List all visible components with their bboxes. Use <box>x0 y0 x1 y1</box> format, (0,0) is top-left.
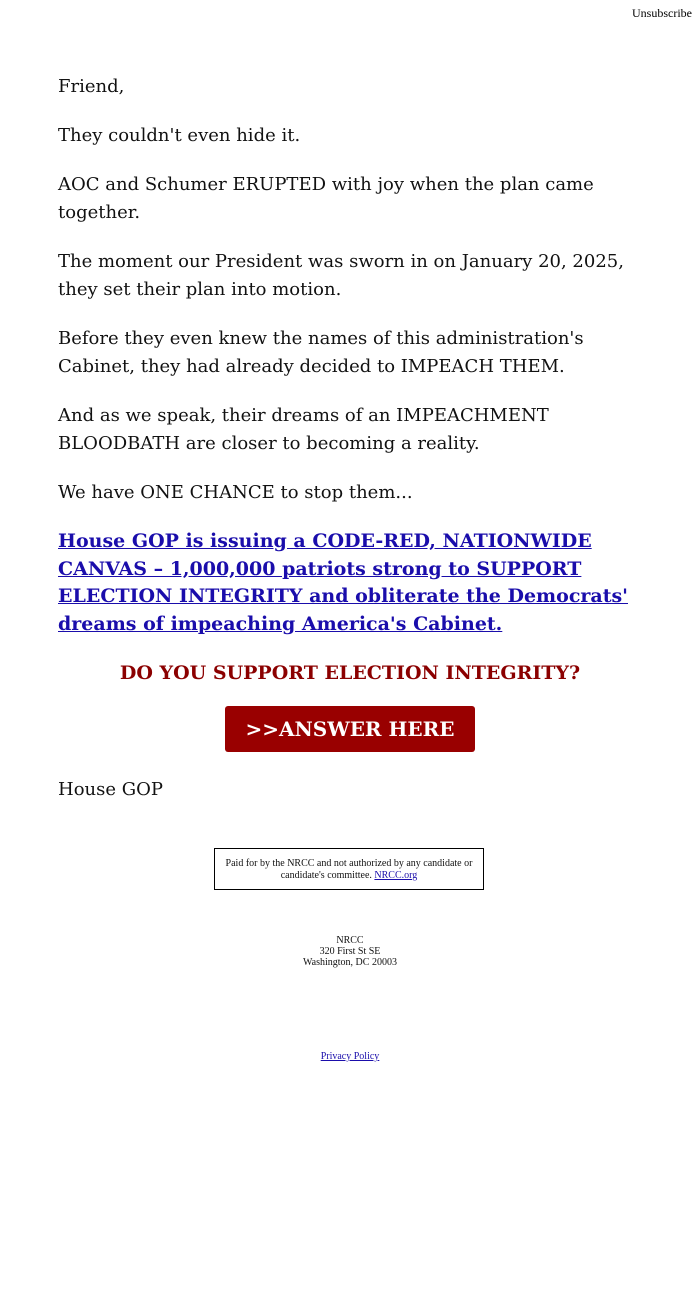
paid-for-disclaimer <box>214 848 484 890</box>
unsubscribe-link[interactable]: Unsubscribe <box>632 6 692 20</box>
mailing-address <box>0 935 700 968</box>
signature: House GOP <box>58 779 163 800</box>
cta-container <box>58 706 642 752</box>
paragraph-4: Before they even knew the names of this administration's Cabinet, they had already decided to IMPEACH THEM. <box>58 328 584 377</box>
address-city: Washington, DC 20003 <box>303 957 397 968</box>
paragraph-2: AOC and Schumer ERUPTED with joy when the plan came together. <box>58 174 594 223</box>
paragraph-1: They couldn't even hide it. <box>58 125 301 146</box>
address-street: 320 First St SE <box>319 946 381 957</box>
nrcc-link[interactable]: NRCC.org <box>374 870 418 881</box>
privacy-section <box>0 1051 700 1062</box>
question-heading: DO YOU SUPPORT ELECTION INTEGRITY? <box>119 662 581 684</box>
paragraph-5: And as we speak, their dreams of an IMPEACHMENT BLOODBATH are closer to becoming a reality. <box>58 405 549 454</box>
paragraph-6: We have ONE CHANCE to stop them... <box>58 482 413 503</box>
headline-link[interactable]: House GOP is issuing a CODE-RED, NATIONWIDE CANVAS – 1,000,000 patriots strong to SUPPORT ELECTION INTEGRITY and obliterate the Democrats' dreams of impeaching America's Cabinet. <box>58 530 628 635</box>
email-body <box>58 73 638 825</box>
answer-here-button[interactable]: >>ANSWER HERE <box>225 706 474 752</box>
address-org: NRCC <box>336 935 364 946</box>
greeting: Friend, <box>58 76 125 97</box>
disclaimer-text: Paid for by the NRCC and not authorized by any candidate or candidate's committee. <box>225 858 473 881</box>
privacy-policy-link[interactable]: Privacy Policy <box>320 1051 380 1062</box>
paragraph-3: The moment our President was sworn in on January 20, 2025, they set their plan into motion. <box>58 251 624 300</box>
